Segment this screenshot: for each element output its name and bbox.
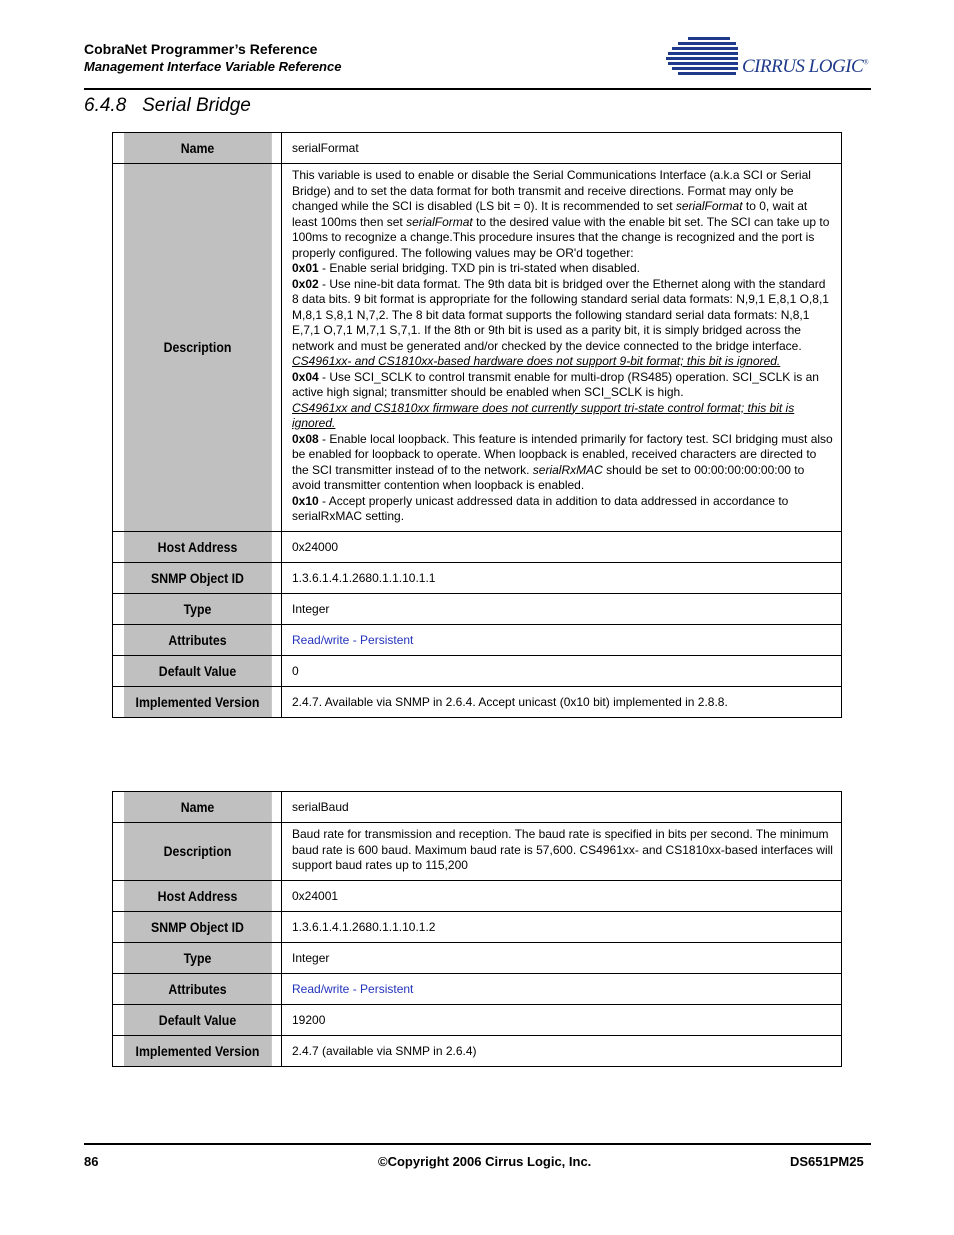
value-name: serialBaud [282,792,842,823]
footer-rule [84,1143,871,1145]
value-description: Baud rate for transmission and reception. The baud rate is specified in bits per second. The minimum baud rate is 600 baud. Maximum baud rate is 57,600. CS4961xx- and CS1810xx-based interfaces will support baud rates up to 115,200 [282,823,842,881]
label-attributes: Attributes [123,624,272,655]
table-row [113,942,842,973]
table-row [113,562,842,593]
label-host-address: Host Address [123,880,272,911]
table-row [113,164,842,532]
value-name: serialFormat [282,133,842,164]
table-row [113,531,842,562]
table-row [113,133,842,164]
value-host-address: 0x24000 [282,531,842,562]
label-implemented-version: Implemented Version [123,686,272,717]
value-host-address: 0x24001 [282,880,842,911]
table-row [113,1035,842,1066]
document-subtitle: Management Interface Variable Reference [84,59,342,74]
note-9bit: CS4961xx- and CS1810xx-based hardware does not support 9-bit format; this bit is ignored. [292,354,781,368]
table-row [113,973,842,1004]
value-type: Integer [282,942,842,973]
attributes-link[interactable]: Read/write - Persistent [292,632,414,647]
logo-wordmark: CIRRUS LOGIC® [742,56,869,77]
section-heading: 6.4.8 Serial Bridge [84,95,251,116]
value-default-value: 0 [282,655,842,686]
value-description: This variable is used to enable or disable the Serial Communications Interface (a.k.a SCI or Serial Bridge) and to set the data format for both transmit and receive directions. Format may only be changed while the SCI is disabled (LS bit = 0). It is recommended to set serialFormat to 0, wait at least 100ms then set serialFormat to the desired value with the enable bit set. The SCI can take up to 100ms to recognize a change.This procedure insures that the change is recognized and the port is properly configured. The following values may be OR'd together: 0x01 - Enable serial bridging. TXD pin is tri-stated when disabled. 0x02 - Use nine-bit data format. The 9th data bit is bridged over the Ethernet along with the standard 8 data bits. 9 bit format is appropriate for the following standard serial data formats: N,9,1 E,8,1 O,8,1 M,8,1 S,8,1 N,7,2. The 8 bit data format supports the following standard serial data formats: N,8,1 E,7,1 O,7,1 M,7,1 S,7,1. If the 8th or 9th bit is used as a parity bit, it is simply bridged across the network and must be generated and/or checked by the device connected to the bridge interface. CS4961xx- and CS1810xx-based hardware does not support 9-bit format; this bit is ignored. 0x04 - Use SCI_SCLK to control transmit enable for multi-drop (RS485) operation. SCI_SCLK is an active high signal; transmitter should be enabled when SCI_SCLK is high. CS4961xx and CS1810xx firmware does not currently support tri-state control format; this bit is ignored. 0x08 - Enable local loopback. This feature is intended primarily for factory test. SCI bridging must also be enabled for loopback to operate. When loopback is enabled, received characters are directed to the SCI transmitter instead of to the network. serialRxMAC should be set to 00:00:00:00:00:00 to avoid transmitter contention when loopback is enabled. 0x10 - Accept properly unicast addressed data in addition to data addressed in accordance to serialRxMAC setting. [282,164,842,532]
value-snmp-object-id: 1.3.6.1.4.1.2680.1.1.10.1.1 [282,562,842,593]
value-implemented-version: 2.4.7 (available via SNMP in 2.6.4) [282,1035,842,1066]
table-row [113,880,842,911]
label-default-value: Default Value [123,655,272,686]
table-row [113,792,842,823]
variable-table-serial-format [112,132,842,718]
header-rule [84,88,871,90]
table-row [113,593,842,624]
table-row [113,911,842,942]
table-row [113,686,842,717]
table-row [113,655,842,686]
variable-table-serial-baud [112,791,842,1067]
label-type: Type [123,942,272,973]
label-snmp-object-id: SNMP Object ID [123,911,272,942]
label-type: Type [123,593,272,624]
value-implemented-version: 2.4.7. Available via SNMP in 2.6.4. Accept unicast (0x10 bit) implemented in 2.8.8. [282,686,842,717]
copyright-text: ©Copyright 2006 Cirrus Logic, Inc. [378,1154,592,1169]
table-row [113,624,842,655]
label-description: Description [123,823,272,881]
value-default-value: 19200 [282,1004,842,1035]
label-implemented-version: Implemented Version [123,1035,272,1066]
value-type: Integer [282,593,842,624]
document-title: CobraNet Programmer’s Reference [84,41,318,57]
label-snmp-object-id: SNMP Object ID [123,562,272,593]
label-name: Name [123,792,272,823]
value-snmp-object-id: 1.3.6.1.4.1.2680.1.1.10.1.2 [282,911,842,942]
document-id: DS651PM25 [790,1154,864,1169]
label-host-address: Host Address [123,531,272,562]
label-attributes: Attributes [123,973,272,1004]
attributes-link[interactable]: Read/write - Persistent [292,981,414,996]
table-row [113,1004,842,1035]
label-description: Description [123,164,272,532]
label-name: Name [123,133,272,164]
table-row [113,823,842,881]
label-default-value: Default Value [123,1004,272,1035]
note-tristate: CS4961xx and CS1810xx firmware does not currently support tri-state control format; this bit is ignored. [292,400,795,430]
page-number: 86 [84,1154,99,1169]
